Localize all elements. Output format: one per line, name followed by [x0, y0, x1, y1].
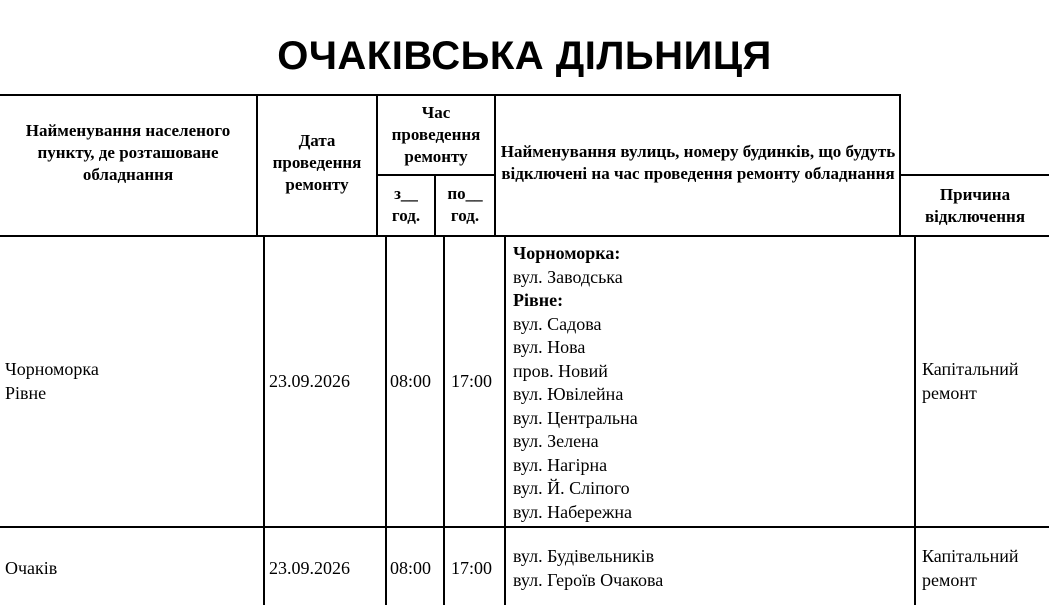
time-from-value: 08:00	[390, 370, 432, 391]
time-to-value: 17:00	[451, 370, 493, 391]
street-name: вул. Ювілейна	[513, 384, 624, 404]
row-time-to	[451, 237, 503, 526]
row-date	[269, 237, 381, 526]
header-divider	[256, 94, 258, 237]
street-group-label: Рівне:	[513, 290, 564, 310]
header-time: Час проведення ремонту	[391, 103, 481, 166]
reason-text: ремонт	[922, 382, 977, 403]
header-divider	[899, 94, 901, 237]
row-streets	[513, 545, 908, 605]
street-group-label: Чорноморка:	[513, 243, 621, 263]
street-name: вул. Заводська	[513, 266, 623, 287]
row-time-to	[451, 528, 503, 610]
row-date	[269, 528, 381, 610]
street-name: вул. Садова	[513, 313, 602, 334]
body-divider	[263, 236, 265, 605]
header-streets: Найменування вулиць, номеру будинків, що будуть відключені на час проведення ремонту обладнання	[500, 142, 896, 183]
street-name: вул. Центральна	[513, 407, 638, 428]
reason-text: Капітальний	[922, 546, 1019, 566]
header-divider	[434, 174, 436, 237]
body-divider	[385, 236, 387, 605]
row-time-from	[390, 237, 442, 526]
header-time-from: з__ год.	[391, 184, 421, 225]
time-subheader-border	[376, 174, 496, 176]
header-settlement: Найменування населеного пункту, де розташоване обладнання	[25, 121, 231, 184]
street-name: вул. Й. Сліпого	[513, 478, 630, 498]
header-reason: Причина відключення	[924, 185, 1026, 226]
date-value: 23.09.2026	[269, 370, 350, 391]
street-name: вул. Будівельників	[513, 546, 655, 566]
header-top-border	[0, 94, 900, 96]
reason-text: Капітальний	[922, 359, 1019, 379]
reason-header-border	[899, 174, 1049, 176]
row-streets	[513, 242, 908, 526]
body-divider	[504, 236, 506, 605]
header-time-to: по__ год.	[447, 184, 483, 225]
street-name: вул. Нова	[513, 337, 586, 357]
body-divider	[914, 236, 916, 605]
street-name: вул. Зелена	[513, 431, 599, 451]
street-name: вул. Героїв Очакова	[513, 569, 664, 590]
settlement-name: Рівне	[5, 382, 47, 403]
header-divider	[376, 94, 378, 237]
row-settlement	[5, 528, 255, 610]
time-to-value: 17:00	[451, 558, 493, 579]
body-divider	[443, 236, 445, 605]
header-date: Дата проведення ремонту	[272, 131, 362, 194]
header-divider	[494, 94, 496, 237]
settlement-name: Чорноморка	[5, 359, 99, 379]
reason-text: ремонт	[922, 569, 977, 590]
street-name: вул. Набережна	[513, 501, 633, 522]
row-reason	[922, 545, 1048, 605]
row-reason	[922, 237, 1048, 526]
date-value: 23.09.2026	[269, 558, 350, 579]
street-name: вул. Нагірна	[513, 454, 608, 475]
time-from-value: 08:00	[390, 558, 432, 579]
street-name: пров. Новий	[513, 360, 608, 381]
page-title: ОЧАКІВСЬКА ДІЛЬНИЦЯ	[277, 34, 772, 78]
row-settlement	[5, 237, 255, 526]
settlement-name: Очаків	[5, 558, 58, 579]
row-time-from	[390, 528, 442, 610]
